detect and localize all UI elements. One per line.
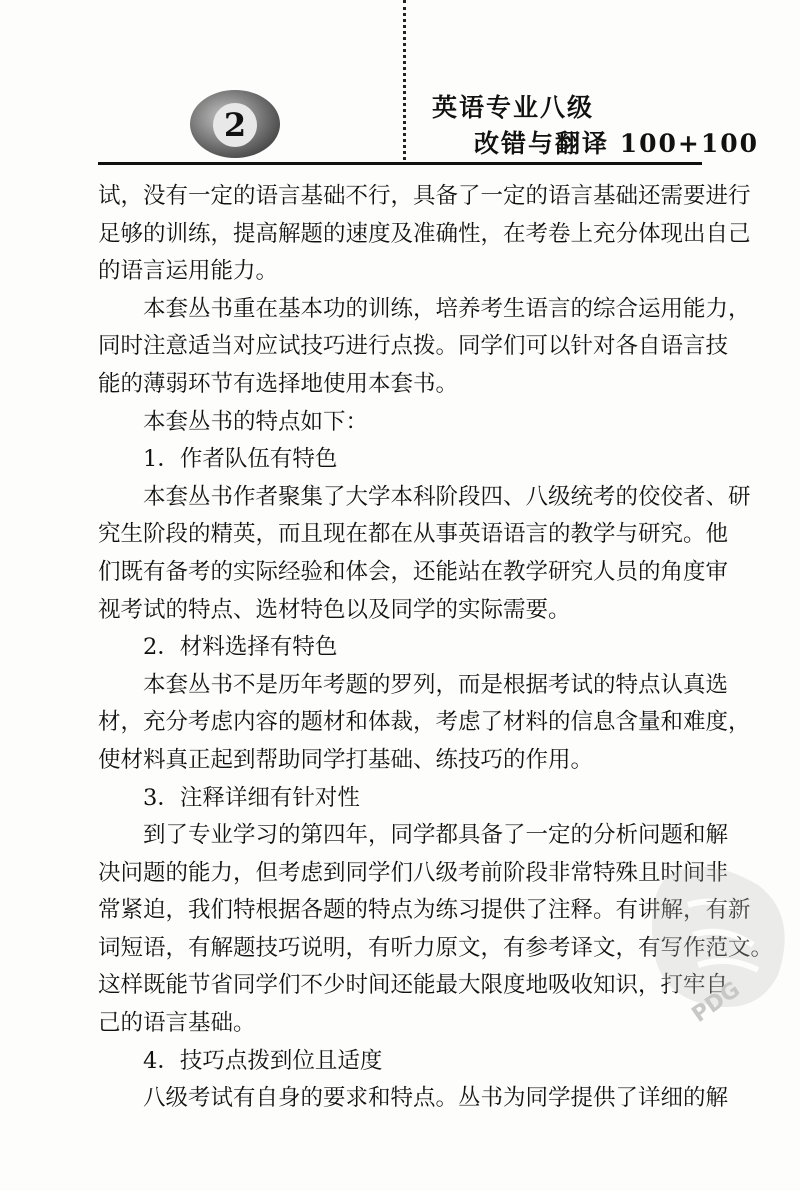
text-line: 本套丛书重在基本功的训练，培养考生语言的综合运用能力，: [143, 295, 751, 322]
text-line: 们既有备考的实际经验和体会，还能站在教学研究人员的角度审: [98, 558, 729, 585]
text-line: 使材料真正起到帮助同学打基础、练技巧的作用。: [98, 746, 594, 773]
series-title: 英语专业八级: [432, 93, 595, 122]
section-heading: 4．技巧点拨到位且适度: [143, 1047, 383, 1074]
text-line: 己的语言基础。: [98, 1010, 256, 1037]
watermark-text: PDG: [687, 977, 745, 1028]
text-line: 的语言运用能力。: [98, 258, 279, 285]
text-line: 究生阶段的精英，而且现在都在从事英语语言的教学与研究。他: [98, 521, 729, 548]
page-number: 2: [213, 103, 257, 147]
text-line: 试，没有一定的语言基础不行，具备了一定的语言基础还需要进行: [98, 183, 751, 209]
section-heading: 1．作者队伍有特色: [143, 446, 338, 473]
text-line: 足够的训练，提高解题的速度及准确性，在考卷上充分体现出自己: [98, 220, 751, 247]
text-line: 本套丛书的特点如下：: [143, 408, 369, 435]
text-line: 决问题的能力，但考虑到同学们八级考前阶段非常特殊且时间非: [98, 859, 729, 886]
section-heading: 2．材料选择有特色: [143, 634, 338, 661]
gutter-dotted-line: [403, 0, 406, 160]
text-line: 本套丛书作者聚集了大学本科阶段四、八级统考的佼佼者、研: [143, 483, 751, 510]
text-line: 常紧迫，我们特根据各题的特点为练习提供了注释。有讲解，有新: [98, 897, 751, 924]
text-line: 词短语，有解题技巧说明，有听力原文，有参考译文，有写作范文。: [98, 934, 774, 961]
text-line: 本套丛书不是历年考题的罗列，而是根据考试的特点认真选: [143, 671, 729, 698]
text-line: 同时注意适当对应试技巧进行点拨。同学们可以针对各自语言技: [98, 333, 729, 360]
book-title: 改错与翻译 100+100: [474, 129, 760, 158]
text-line: 八级考试有自身的要求和特点。丛书为同学提供了详细的解: [143, 1085, 729, 1112]
text-line: 这样既能节省同学们不少时间还能最大限度地吸收知识，打牢自: [98, 972, 729, 999]
text-line: 能的薄弱环节有选择地使用本套书。: [98, 370, 459, 397]
text-line: 到了专业学习的第四年，同学都具备了一定的分析问题和解: [143, 822, 729, 849]
text-line: 视考试的特点、选材特色以及同学的实际需要。: [98, 596, 571, 623]
header-rule: [98, 162, 702, 165]
section-heading: 3．注释详细有针对性: [143, 784, 360, 811]
text-line: 材，充分考虑内容的题材和体裁，考虑了材料的信息含量和难度，: [98, 709, 751, 736]
